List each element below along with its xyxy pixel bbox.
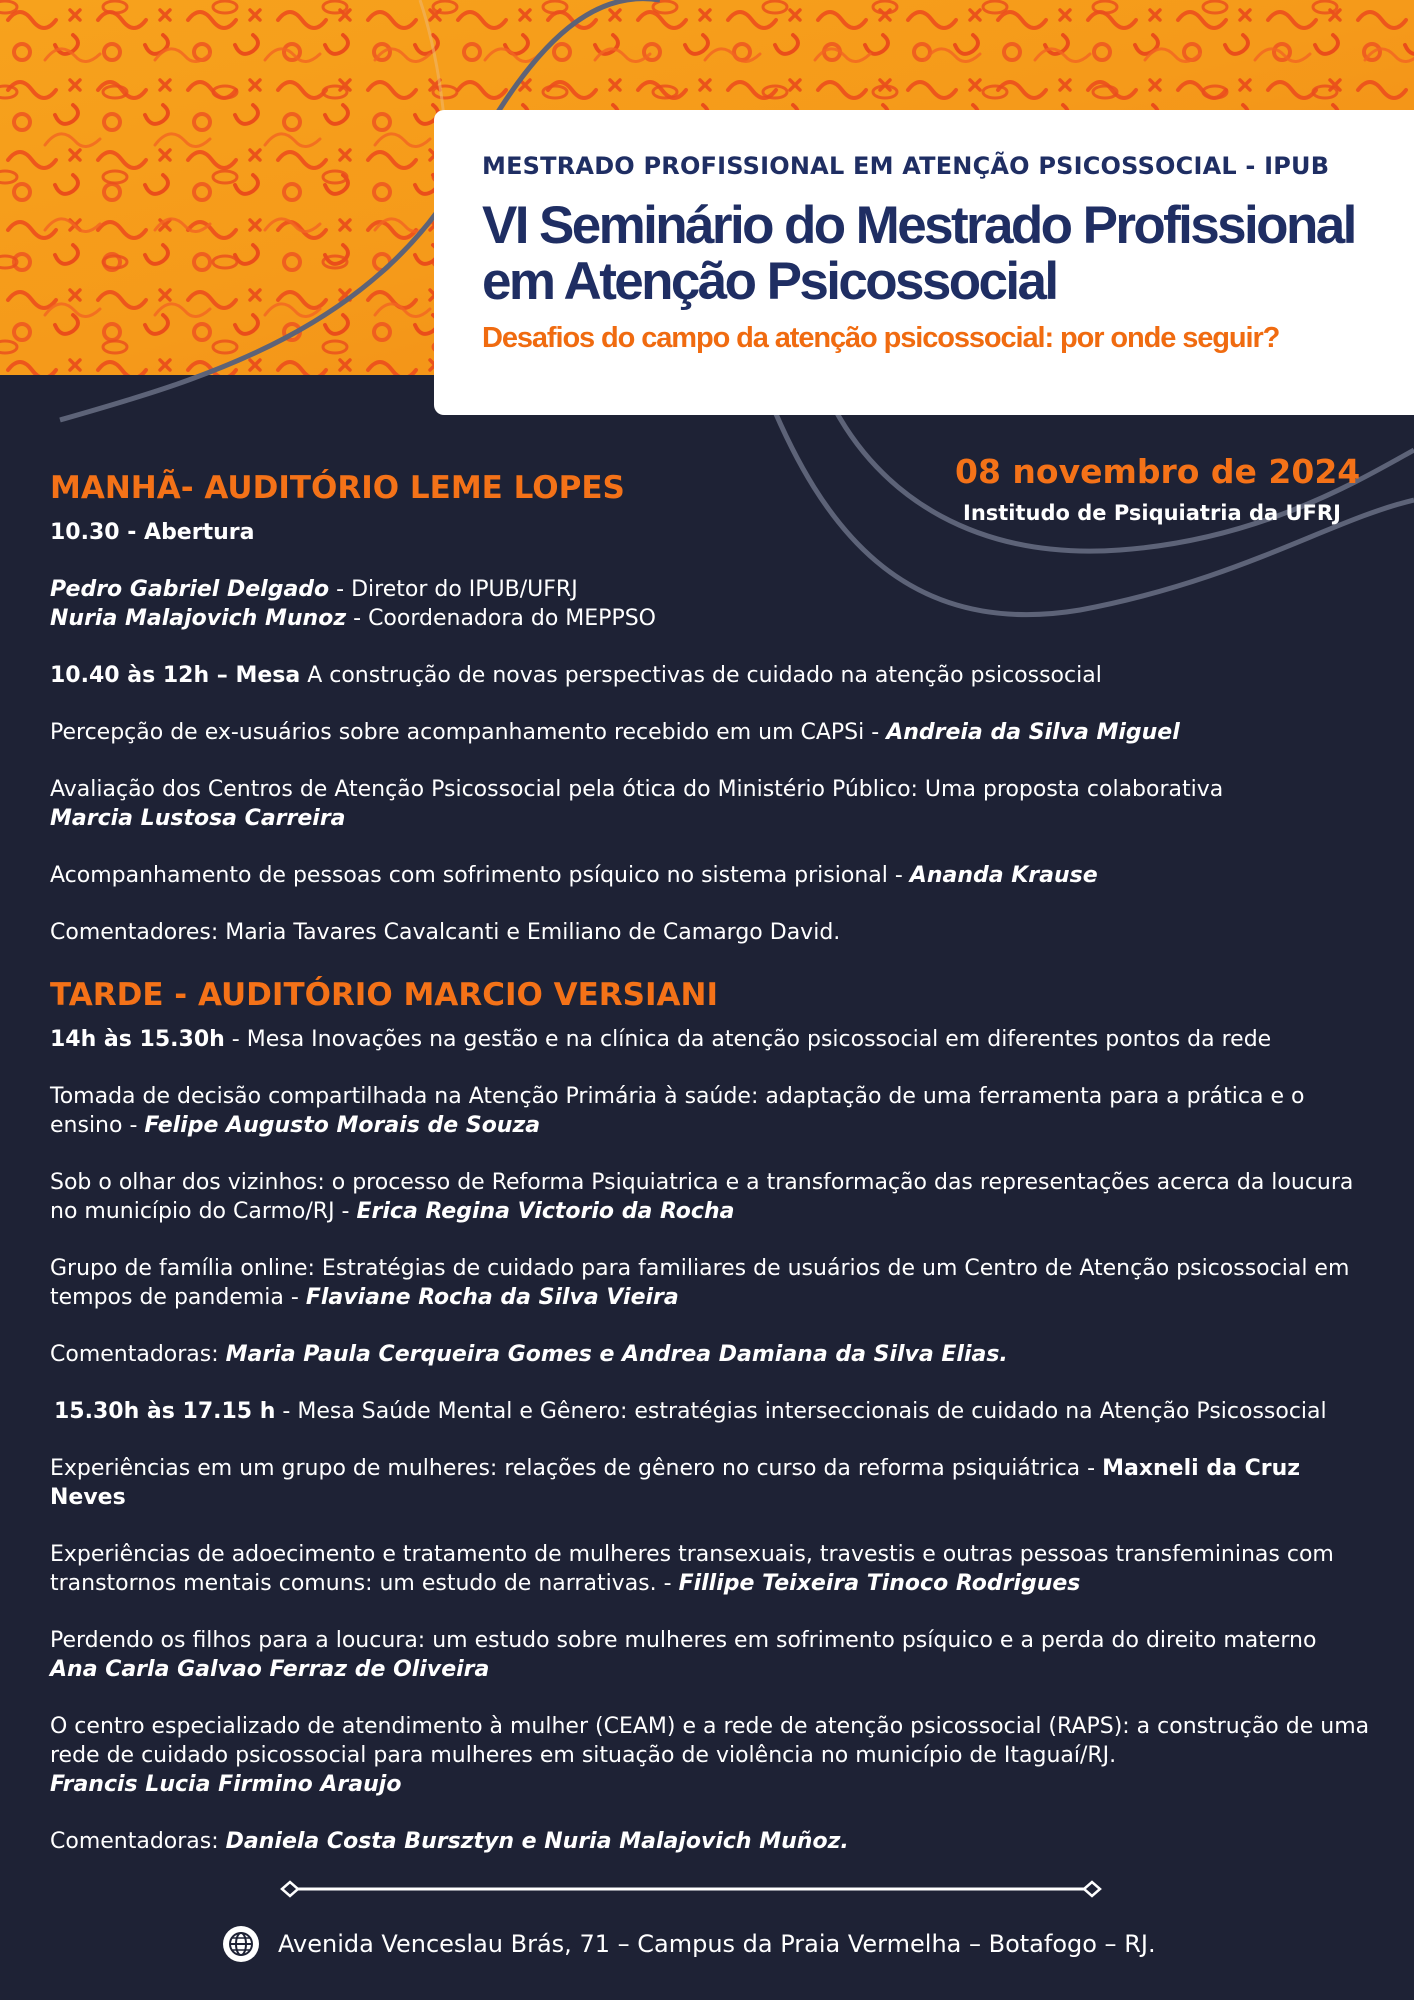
event-date: 08 novembro de 2024 (955, 452, 1361, 491)
globe-icon (222, 1925, 260, 1963)
panel-time: 14h às 15.30h (50, 1027, 225, 1052)
talk-title: Experiências em um grupo de mulheres: relações de gênero no curso da reforma psiquiátrica - (50, 1456, 1103, 1481)
morning-panel (50, 661, 1370, 690)
talk-author: Fillipe Teixeira Tinoco Rodrigues (678, 1571, 1081, 1596)
panel-1-commentators (50, 1340, 1370, 1369)
morning-commentators: Comentadores: Maria Tavares Cavalcanti e Emiliano de Camargo David. (50, 920, 841, 945)
event-venue: Institudo de Psiquiatria da UFRJ (963, 501, 1341, 525)
talk-item (50, 718, 1370, 747)
commentators-names: Maria Paula Cerqueira Gomes e Andrea Damiana da Silva Elias. (225, 1342, 1008, 1367)
program-label: MESTRADO PROFISSIONAL EM ATENÇÃO PSICOSSOCIAL - IPUB (482, 152, 1330, 180)
opening-speakers (50, 575, 1370, 633)
speaker-role: - Coordenadora do MEPPSO (346, 606, 656, 631)
speaker-name: Pedro Gabriel Delgado (50, 577, 330, 602)
talk-item (50, 1540, 1370, 1598)
seminar-title (482, 198, 1414, 310)
talk-author: Ana Carla Galvao Ferraz de Oliveira (50, 1657, 490, 1682)
talk-item (50, 775, 1370, 833)
panel-time: 15.30h às 17.15 h (54, 1399, 276, 1424)
program-schedule (50, 470, 1370, 1884)
panel-time: 10.40 às 12h – Mesa (50, 663, 301, 688)
panel-2-commentators (50, 1827, 1370, 1856)
talk-author: Andreia da Silva Miguel (886, 720, 1180, 745)
talk-author: Marcia Lustosa Carreira (50, 806, 346, 831)
talk-item (50, 1626, 1370, 1684)
talk-title: Avaliação dos Centros de Atenção Psicossocial pela ótica do Ministério Público: Uma proposta colaborativa (50, 777, 1224, 802)
talk-title: O centro especializado de atendimento à mulher (CEAM) e a rede de atenção psicossocial (RAPS): a construção de uma rede de cuidado psicossocial para mulheres em situação de violência no município de Itaguaí/RJ. (50, 1714, 1370, 1768)
talk-author: Ananda Krause (909, 863, 1098, 888)
panel-title: A construção de novas perspectivas de cuidado na atenção psicossocial (300, 663, 1102, 688)
seminar-title-line-1: VI Seminário do Mestrado Profissional (482, 196, 1355, 255)
talk-title: Perdendo os filhos para a loucura: um estudo sobre mulheres em sofrimento psíquico e a perda do direito materno (50, 1628, 1317, 1653)
morning-session-heading: MANHÃ- AUDITÓRIO LEME LOPES (50, 470, 625, 506)
afternoon-panel-2 (50, 1397, 1370, 1426)
commentators-label: Comentadoras: (50, 1829, 226, 1854)
panel-title: - Mesa Saúde Mental e Gênero: estratégias interseccionais de cuidado na Atenção Psicossocial (275, 1399, 1327, 1424)
address-text: Avenida Venceslau Brás, 71 – Campus da Praia Vermelha – Botafogo – RJ. (278, 1930, 1156, 1958)
talk-title: Sob o olhar dos vizinhos: o processo de Reforma Psiquiatrica e a transformação das representações acerca da loucura no município do Carmo/RJ - (50, 1170, 1354, 1224)
talk-item (50, 1082, 1370, 1140)
speaker-role: - Diretor do IPUB/UFRJ (329, 577, 578, 602)
talk-title: Percepção de ex-usuários sobre acompanhamento recebido em um CAPSi - (50, 720, 887, 745)
afternoon-panel-1 (50, 1025, 1370, 1054)
commentators-label: Comentadoras: (50, 1342, 226, 1367)
panel-title: - Mesa Inovações na gestão e na clínica da atenção psicossocial em diferentes pontos da rede (224, 1027, 1272, 1052)
talk-title: Acompanhamento de pessoas com sofrimento psíquico no sistema prisional - (50, 863, 910, 888)
talk-title: Grupo de família online: Estratégias de cuidado para familiares de usuários de um Centro de Atenção psicossocial em tempos de pandemia - (50, 1256, 1350, 1310)
title-card (434, 110, 1414, 415)
footer-divider (280, 1878, 1102, 1900)
seminar-title-line-2: em Atenção Psicossocial (482, 252, 1057, 311)
talk-author: Flaviane Rocha da Silva Vieira (305, 1285, 679, 1310)
speaker-name: Nuria Malajovich Munoz (50, 606, 347, 631)
opening-item: 10.30 - Abertura (50, 520, 255, 545)
talk-item (50, 1168, 1370, 1226)
talk-item (50, 1454, 1370, 1512)
talk-author: Francis Lucia Firmino Araujo (50, 1772, 402, 1797)
commentators-names: Daniela Costa Bursztyn e Nuria Malajovich Muñoz. (225, 1829, 849, 1854)
talk-author: Felipe Augusto Morais de Souza (144, 1113, 541, 1138)
talk-item (50, 1254, 1370, 1312)
afternoon-session-heading: TARDE - AUDITÓRIO MARCIO VERSIANI (50, 977, 718, 1013)
talk-author: Maxneli da Cruz Neves (50, 1456, 1301, 1510)
talk-author: Erica Regina Victorio da Rocha (356, 1199, 735, 1224)
footer-address (222, 1924, 1156, 1964)
talk-item (50, 861, 1370, 890)
talk-item (50, 1712, 1370, 1799)
talk-title: Experiências de adoecimento e tratamento de mulheres transexuais, travestis e outras pessoas transfemininas com transtornos mentais comuns: um estudo de narrativas. - (50, 1542, 1334, 1596)
seminar-subtitle: Desafios do campo da atenção psicossocial: por onde seguir? (482, 322, 1280, 354)
talk-title: Tomada de decisão compartilhada na Atenção Primária à saúde: adaptação de uma ferramenta para a prática e o ensino - (50, 1084, 1305, 1138)
